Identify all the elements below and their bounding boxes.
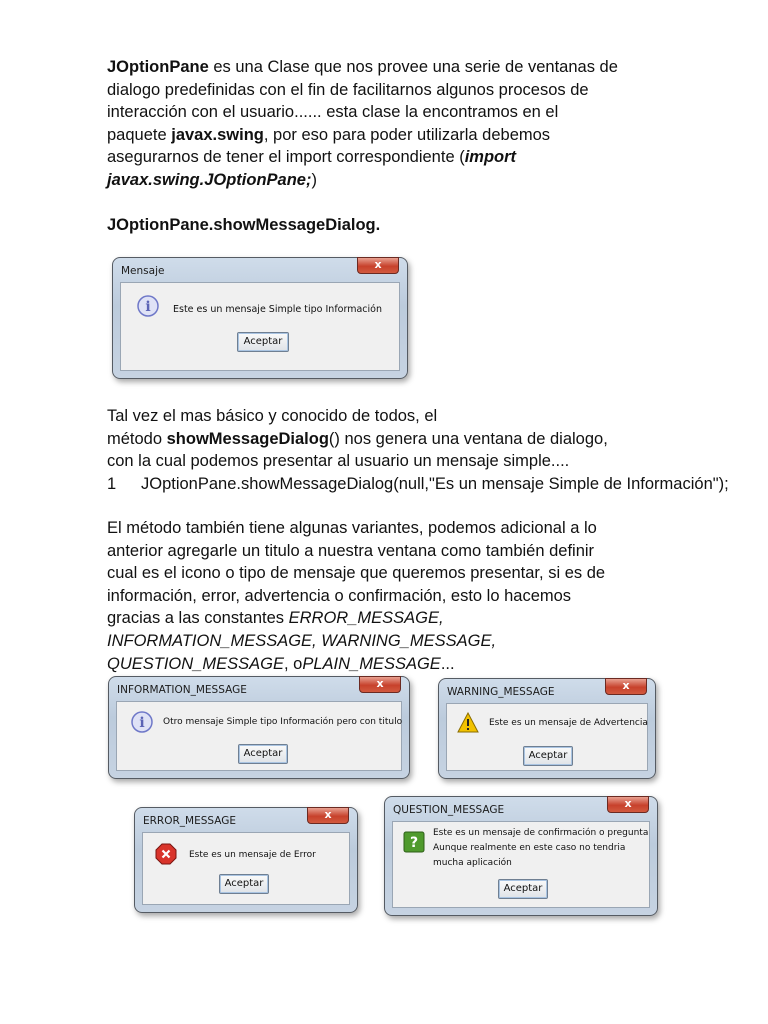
intro-text: ) (311, 171, 317, 189)
constant-name: PLAIN_MESSAGE (302, 654, 441, 673)
intro-line-4 (107, 124, 550, 147)
dialog-body (116, 701, 402, 771)
para3-line-2: anterior agregarle un titulo a nuestra ventana como también definir (107, 541, 595, 560)
dialog-title: ERROR_MESSAGE (143, 815, 237, 827)
dialog-information (108, 676, 410, 779)
dialog-message: Este es un mensaje Simple tipo Información (173, 304, 382, 315)
para3-text: gracias a las constantes (107, 609, 289, 628)
question-icon (403, 831, 425, 853)
para2-text: () nos genera una ventana de dialogo, (328, 429, 608, 448)
code-snippet: JOptionPane.showMessageDialog(null,"Es un mensaje Simple de Información"); (141, 474, 729, 493)
code-line (107, 473, 729, 496)
para2-line-2 (107, 428, 608, 451)
para2-text: método (107, 429, 167, 448)
para3-text: ... (440, 654, 455, 673)
close-button[interactable]: x (359, 676, 401, 693)
intro-text: es una Clase que nos provee una serie de ventanas de (208, 58, 618, 76)
svg-text:?: ? (409, 835, 419, 851)
dialog-error (134, 807, 358, 913)
dialog-title: INFORMATION_MESSAGE (117, 684, 247, 696)
intro-class-name: JOptionPane (107, 58, 209, 76)
close-button[interactable]: x (605, 678, 647, 695)
dialog-body (446, 703, 648, 771)
intro-text: paquete (107, 125, 172, 144)
intro-import-keyword: import (464, 148, 517, 167)
accept-button[interactable]: Aceptar (523, 746, 573, 766)
intro-line-5 (107, 146, 516, 169)
close-button[interactable]: x (307, 807, 349, 824)
intro-text: , por eso para poder utilizarla debemos (263, 125, 551, 144)
dialog-message-line-1: Este es un mensaje de confirmación o pregunta (433, 828, 649, 838)
code-line-number: 1 (107, 474, 117, 493)
error-icon (155, 843, 177, 865)
intro-line-2: dialogo predefinidas con el fin de facilitarnos algunos procesos de (107, 80, 589, 99)
dialog-title: QUESTION_MESSAGE (393, 804, 505, 816)
para3-line-7 (107, 653, 455, 676)
para3-line-5 (107, 607, 444, 630)
dialog-title: Mensaje (121, 265, 165, 277)
dialog-message-line-2: Aunque realmente en este caso no tendria (433, 843, 626, 853)
close-button[interactable]: x (607, 796, 649, 813)
information-icon (131, 711, 153, 733)
dialog-message: Este es un mensaje de Error (189, 850, 316, 860)
svg-text:i: i (139, 715, 145, 731)
intro-line-6 (107, 169, 317, 192)
dialog-warning (438, 678, 656, 779)
accept-button[interactable]: Aceptar (237, 332, 289, 352)
accept-button[interactable]: Aceptar (219, 874, 269, 894)
dialog-title: WARNING_MESSAGE (447, 686, 555, 698)
para2-line-1: Tal vez el mas básico y conocido de todos, el (107, 407, 438, 425)
svg-text:i: i (145, 299, 151, 315)
para3-line-4: información, error, advertencia o confirmación, esto lo hacemos (107, 586, 572, 605)
close-button[interactable]: x (357, 257, 399, 274)
para2-line-3: con la cual podemos presentar al usuario un mensaje simple.... (107, 452, 570, 471)
dialog-body (120, 282, 400, 371)
para3-line-3: cual es el icono o tipo de mensaje que queremos presentar, si es de (107, 564, 606, 583)
intro-package-name: javax.swing (171, 125, 264, 144)
intro-import-path: javax.swing.JOptionPane; (107, 171, 312, 189)
constant-name: QUESTION_MESSAGE (107, 654, 284, 673)
intro-line-1 (107, 56, 618, 79)
para3-text: , o (283, 654, 303, 673)
intro-text: asegurarnos de tener el import correspondiente ( (107, 148, 465, 167)
dialog-simple (112, 257, 408, 379)
constant-name: ERROR_MESSAGE, (288, 609, 444, 628)
information-icon (137, 295, 159, 317)
intro-line-3: interacción con el usuario...... esta clase la encontramos en el (107, 103, 559, 122)
dialog-message: Este es un mensaje de Advertencia (489, 718, 648, 728)
warning-icon (457, 712, 479, 734)
para3-line-1: El método también tiene algunas variantes, podemos adicional a lo (107, 519, 597, 537)
dialog-body (392, 821, 650, 908)
dialog-message-line-3: mucha aplicación (433, 858, 512, 868)
dialog-body (142, 832, 350, 905)
accept-button[interactable]: Aceptar (498, 879, 548, 899)
accept-button[interactable]: Aceptar (238, 744, 288, 764)
dialog-question (384, 796, 658, 916)
section-heading: JOptionPane.showMessageDialog. (107, 216, 381, 234)
para3-line-6: INFORMATION_MESSAGE, WARNING_MESSAGE, (107, 632, 497, 650)
para2-method-name: showMessageDialog (166, 429, 329, 448)
dialog-message: Otro mensaje Simple tipo Información pero con titulo (163, 717, 403, 727)
